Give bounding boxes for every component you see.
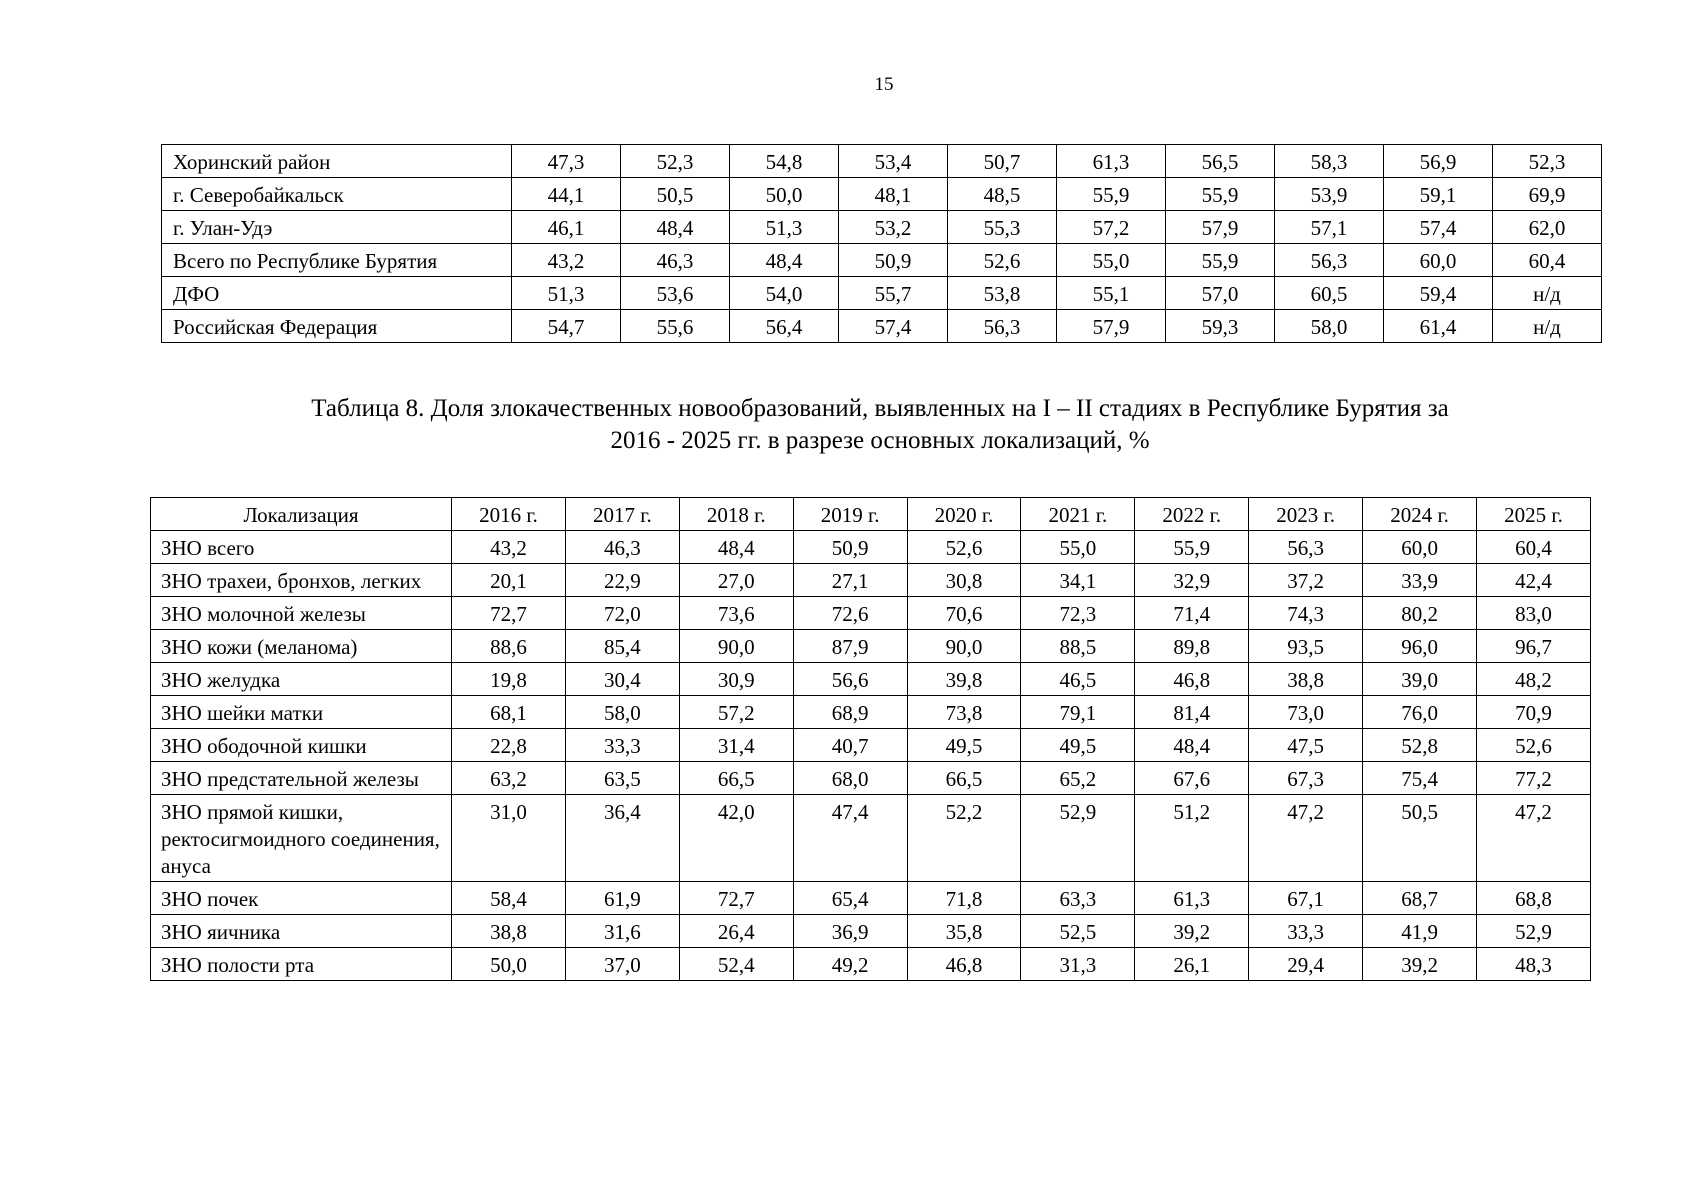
table-cell: 73,8: [907, 696, 1021, 729]
row-label: Хоринский район: [162, 145, 512, 178]
table-cell: 55,9: [1135, 531, 1249, 564]
table-row: [151, 630, 1591, 663]
table-row: [151, 882, 1591, 915]
table-cell: 30,8: [907, 564, 1021, 597]
table-cell: 49,5: [907, 729, 1021, 762]
row-label: ЗНО предстательной железы: [151, 762, 452, 795]
row-label: ЗНО полости рта: [151, 948, 452, 981]
table-cell: 39,2: [1135, 915, 1249, 948]
row-label: Российская Федерация: [162, 310, 512, 343]
table-cell: 83,0: [1477, 597, 1591, 630]
table-cell: 73,0: [1249, 696, 1363, 729]
table-cell: 31,0: [452, 795, 566, 882]
table-cell: 53,8: [948, 277, 1057, 310]
table-cell: 42,4: [1477, 564, 1591, 597]
table-cell: 53,6: [621, 277, 730, 310]
table-cell: 77,2: [1477, 762, 1591, 795]
table-cell: 72,6: [793, 597, 907, 630]
table-cell: 49,5: [1021, 729, 1135, 762]
table-cell: 22,9: [565, 564, 679, 597]
table-row: [162, 310, 1602, 343]
table-cell: 50,0: [730, 178, 839, 211]
table-cell: 55,3: [948, 211, 1057, 244]
table-cell: 37,0: [565, 948, 679, 981]
table-cell: 30,9: [679, 663, 793, 696]
table-cell: 52,2: [907, 795, 1021, 882]
table-cell: 19,8: [452, 663, 566, 696]
column-header-year: 2021 г.: [1021, 498, 1135, 531]
table-cell: 53,2: [839, 211, 948, 244]
table-cell: 93,5: [1249, 630, 1363, 663]
column-header-year: 2019 г.: [793, 498, 907, 531]
table-cell: 46,5: [1021, 663, 1135, 696]
table-row: [162, 145, 1602, 178]
table-row: [162, 277, 1602, 310]
table-8-header: [151, 498, 1591, 531]
table-cell: 60,4: [1493, 244, 1602, 277]
table-cell: 48,4: [679, 531, 793, 564]
table-cell: 87,9: [793, 630, 907, 663]
table-cell: 81,4: [1135, 696, 1249, 729]
table-cell: 44,1: [512, 178, 621, 211]
table-cell: 46,3: [565, 531, 679, 564]
table-cell: н/д: [1493, 310, 1602, 343]
column-header-year: 2022 г.: [1135, 498, 1249, 531]
table-cell: 22,8: [452, 729, 566, 762]
table-cell: 56,9: [1384, 145, 1493, 178]
row-label: ЗНО желудка: [151, 663, 452, 696]
row-label: Всего по Республике Бурятия: [162, 244, 512, 277]
table-cell: 67,3: [1249, 762, 1363, 795]
table-cell: 53,4: [839, 145, 948, 178]
table-cell: 38,8: [1249, 663, 1363, 696]
column-header-year: 2023 г.: [1249, 498, 1363, 531]
table-cell: 52,8: [1363, 729, 1477, 762]
table-cell: 49,2: [793, 948, 907, 981]
table-cell: 31,3: [1021, 948, 1135, 981]
table-cell: 57,2: [1057, 211, 1166, 244]
table-cell: 50,0: [452, 948, 566, 981]
table-cell: 33,9: [1363, 564, 1477, 597]
table-cell: 48,5: [948, 178, 1057, 211]
table-cell: 50,5: [621, 178, 730, 211]
table-cell: 41,9: [1363, 915, 1477, 948]
table-cell: 31,4: [679, 729, 793, 762]
caption-line-1: Таблица 8. Доля злокачественных новообразований, выявленных на I – II стадиях в Республике Бурятия за: [311, 395, 1449, 422]
table-8-body: [151, 531, 1591, 981]
table-cell: 48,1: [839, 178, 948, 211]
table-cell: 55,0: [1057, 244, 1166, 277]
table-cell: 58,0: [1275, 310, 1384, 343]
table-cell: 57,0: [1166, 277, 1275, 310]
table-cell: 63,5: [565, 762, 679, 795]
table-cell: 72,7: [452, 597, 566, 630]
table-cell: 50,7: [948, 145, 1057, 178]
table-cell: 74,3: [1249, 597, 1363, 630]
table-cell: 30,4: [565, 663, 679, 696]
table-cell: 96,7: [1477, 630, 1591, 663]
table-cell: 68,1: [452, 696, 566, 729]
table-cell: 27,0: [679, 564, 793, 597]
table-cell: 61,3: [1135, 882, 1249, 915]
table-cell: 48,2: [1477, 663, 1591, 696]
table-cell: 59,1: [1384, 178, 1493, 211]
table-cell: 58,3: [1275, 145, 1384, 178]
table-cell: 35,8: [907, 915, 1021, 948]
table-cell: 52,9: [1021, 795, 1135, 882]
table-cell: 54,8: [730, 145, 839, 178]
table-7-body: [162, 145, 1602, 343]
table-cell: 72,3: [1021, 597, 1135, 630]
table-row: [151, 531, 1591, 564]
row-label: ЗНО шейки матки: [151, 696, 452, 729]
table-cell: 56,6: [793, 663, 907, 696]
row-label: ЗНО яичника: [151, 915, 452, 948]
table-7-continuation: [161, 144, 1602, 343]
table-cell: 55,9: [1166, 244, 1275, 277]
table-cell: 60,5: [1275, 277, 1384, 310]
table-cell: 85,4: [565, 630, 679, 663]
table-cell: 50,9: [793, 531, 907, 564]
table-cell: 73,6: [679, 597, 793, 630]
table-cell: 76,0: [1363, 696, 1477, 729]
table-row: [162, 244, 1602, 277]
table-cell: 61,4: [1384, 310, 1493, 343]
column-header-year: 2020 г.: [907, 498, 1021, 531]
table-cell: 26,1: [1135, 948, 1249, 981]
row-label: ЗНО кожи (меланома): [151, 630, 452, 663]
table-cell: 62,0: [1493, 211, 1602, 244]
table-cell: 60,0: [1363, 531, 1477, 564]
table-cell: 67,6: [1135, 762, 1249, 795]
table-cell: 66,5: [679, 762, 793, 795]
table-cell: 48,4: [730, 244, 839, 277]
table-cell: 55,0: [1021, 531, 1135, 564]
table-cell: 32,9: [1135, 564, 1249, 597]
table-cell: 52,4: [679, 948, 793, 981]
table-cell: 68,9: [793, 696, 907, 729]
table-row: [151, 564, 1591, 597]
page-number: 15: [874, 74, 894, 95]
table-cell: 52,3: [621, 145, 730, 178]
table-cell: 47,2: [1477, 795, 1591, 882]
table-cell: 31,6: [565, 915, 679, 948]
table-cell: 68,7: [1363, 882, 1477, 915]
table-row: [151, 663, 1591, 696]
table-cell: 60,0: [1384, 244, 1493, 277]
table-cell: 65,2: [1021, 762, 1135, 795]
table-cell: 55,9: [1057, 178, 1166, 211]
table-row: [151, 948, 1591, 981]
table-cell: 68,8: [1477, 882, 1591, 915]
table-cell: 43,2: [512, 244, 621, 277]
table-cell: 59,4: [1384, 277, 1493, 310]
row-label: ЗНО всего: [151, 531, 452, 564]
table-cell: 58,0: [565, 696, 679, 729]
table-cell: 57,4: [839, 310, 948, 343]
column-header-year: 2017 г.: [565, 498, 679, 531]
table-8-caption: [200, 393, 1560, 457]
table-cell: 58,4: [452, 882, 566, 915]
table-cell: 55,6: [621, 310, 730, 343]
table-cell: 36,9: [793, 915, 907, 948]
column-header-year: 2025 г.: [1477, 498, 1591, 531]
table-cell: 89,8: [1135, 630, 1249, 663]
table-cell: 59,3: [1166, 310, 1275, 343]
table-cell: 57,9: [1057, 310, 1166, 343]
table-cell: 52,6: [948, 244, 1057, 277]
table-row: [162, 178, 1602, 211]
column-header-year: 2016 г.: [452, 498, 566, 531]
table-cell: 46,8: [1135, 663, 1249, 696]
table-cell: 90,0: [679, 630, 793, 663]
row-label: ЗНО почек: [151, 882, 452, 915]
table-cell: н/д: [1493, 277, 1602, 310]
row-label: г. Северобайкальск: [162, 178, 512, 211]
table-cell: 52,3: [1493, 145, 1602, 178]
table-cell: 52,6: [907, 531, 1021, 564]
column-header-year: 2018 г.: [679, 498, 793, 531]
table-row: [151, 597, 1591, 630]
table-cell: 50,9: [839, 244, 948, 277]
table-8: [150, 497, 1591, 981]
table-cell: 79,1: [1021, 696, 1135, 729]
table-cell: 72,7: [679, 882, 793, 915]
table-cell: 29,4: [1249, 948, 1363, 981]
row-label: г. Улан-Удэ: [162, 211, 512, 244]
table-cell: 47,2: [1249, 795, 1363, 882]
caption-line-2: 2016 - 2025 гг. в разрезе основных локализаций, %: [610, 427, 1150, 454]
row-label: ЗНО ободочной кишки: [151, 729, 452, 762]
table-cell: 65,4: [793, 882, 907, 915]
table-row: [151, 729, 1591, 762]
table-cell: 40,7: [793, 729, 907, 762]
table-cell: 70,6: [907, 597, 1021, 630]
table-cell: 20,1: [452, 564, 566, 597]
table-cell: 66,5: [907, 762, 1021, 795]
table-row: [162, 211, 1602, 244]
column-header-localization: Локализация: [151, 498, 452, 531]
table-cell: 55,7: [839, 277, 948, 310]
table-cell: 48,3: [1477, 948, 1591, 981]
column-header-year: 2024 г.: [1363, 498, 1477, 531]
table-cell: 57,4: [1384, 211, 1493, 244]
table-cell: 56,3: [948, 310, 1057, 343]
table-cell: 67,1: [1249, 882, 1363, 915]
table-cell: 56,3: [1249, 531, 1363, 564]
table-cell: 68,0: [793, 762, 907, 795]
table-cell: 53,9: [1275, 178, 1384, 211]
table-cell: 46,8: [907, 948, 1021, 981]
table-cell: 47,4: [793, 795, 907, 882]
table-cell: 61,9: [565, 882, 679, 915]
table-cell: 42,0: [679, 795, 793, 882]
table-cell: 80,2: [1363, 597, 1477, 630]
table-cell: 50,5: [1363, 795, 1477, 882]
table-cell: 39,2: [1363, 948, 1477, 981]
table-cell: 43,2: [452, 531, 566, 564]
table-row: [151, 696, 1591, 729]
table-cell: 57,9: [1166, 211, 1275, 244]
table-cell: 51,3: [730, 211, 839, 244]
table-cell: 70,9: [1477, 696, 1591, 729]
table-cell: 71,4: [1135, 597, 1249, 630]
row-label: ЗНО прямой кишки, ректосигмоидного соединения, ануса: [151, 795, 452, 882]
table-row: [151, 762, 1591, 795]
table-cell: 48,4: [1135, 729, 1249, 762]
table-cell: 54,0: [730, 277, 839, 310]
table-cell: 72,0: [565, 597, 679, 630]
table-cell: 36,4: [565, 795, 679, 882]
table-cell: 55,9: [1166, 178, 1275, 211]
table-cell: 48,4: [621, 211, 730, 244]
row-label: ЗНО трахеи, бронхов, легких: [151, 564, 452, 597]
table-cell: 88,5: [1021, 630, 1135, 663]
header-row: [151, 498, 1591, 531]
table-cell: 56,3: [1275, 244, 1384, 277]
table-cell: 33,3: [1249, 915, 1363, 948]
table-cell: 52,9: [1477, 915, 1591, 948]
table-cell: 27,1: [793, 564, 907, 597]
table-cell: 57,2: [679, 696, 793, 729]
table-cell: 47,3: [512, 145, 621, 178]
table-cell: 52,6: [1477, 729, 1591, 762]
table-row: [151, 795, 1591, 882]
table-cell: 60,4: [1477, 531, 1591, 564]
table-cell: 57,1: [1275, 211, 1384, 244]
table-cell: 96,0: [1363, 630, 1477, 663]
table-cell: 55,1: [1057, 277, 1166, 310]
table-cell: 54,7: [512, 310, 621, 343]
table-cell: 71,8: [907, 882, 1021, 915]
table-row: [151, 915, 1591, 948]
table-cell: 51,2: [1135, 795, 1249, 882]
table-cell: 46,1: [512, 211, 621, 244]
table-cell: 63,3: [1021, 882, 1135, 915]
table-cell: 52,5: [1021, 915, 1135, 948]
table-cell: 39,0: [1363, 663, 1477, 696]
table-cell: 26,4: [679, 915, 793, 948]
table-cell: 51,3: [512, 277, 621, 310]
table-cell: 75,4: [1363, 762, 1477, 795]
table-cell: 37,2: [1249, 564, 1363, 597]
table-cell: 39,8: [907, 663, 1021, 696]
table-cell: 47,5: [1249, 729, 1363, 762]
table-cell: 69,9: [1493, 178, 1602, 211]
table-cell: 46,3: [621, 244, 730, 277]
table-cell: 56,4: [730, 310, 839, 343]
table-cell: 38,8: [452, 915, 566, 948]
table-cell: 90,0: [907, 630, 1021, 663]
table-cell: 88,6: [452, 630, 566, 663]
table-cell: 63,2: [452, 762, 566, 795]
row-label: ДФО: [162, 277, 512, 310]
table-cell: 61,3: [1057, 145, 1166, 178]
table-cell: 33,3: [565, 729, 679, 762]
row-label: ЗНО молочной железы: [151, 597, 452, 630]
table-cell: 56,5: [1166, 145, 1275, 178]
table-cell: 34,1: [1021, 564, 1135, 597]
